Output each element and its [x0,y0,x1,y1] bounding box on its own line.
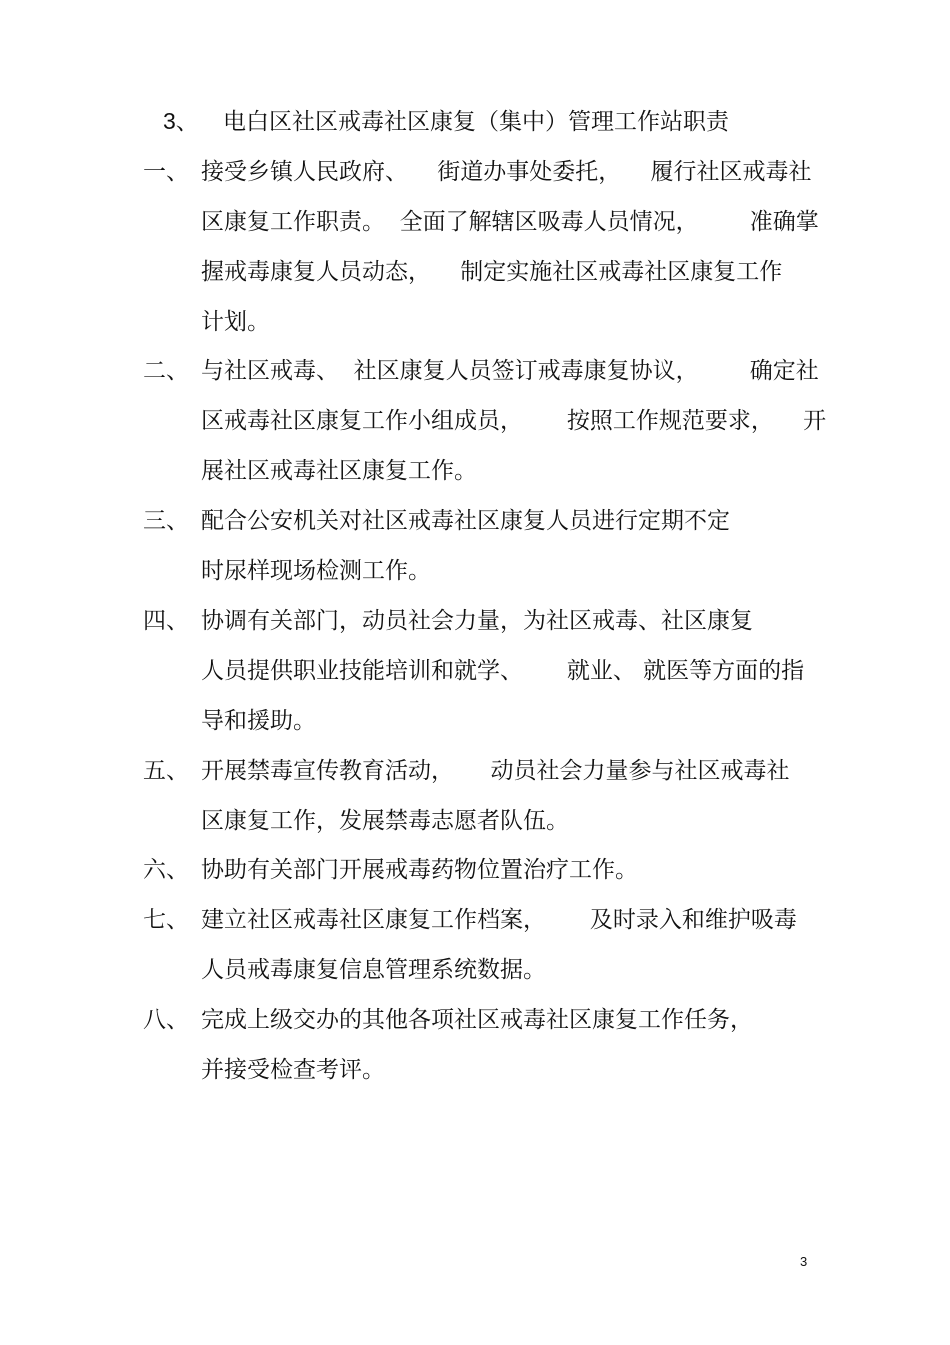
duty-item-marker: 四、 [143,608,189,634]
text-line: 握戒毒康复人员动态， 制定实施社区戒毒社区康复工作 [201,259,783,285]
text-line: 区康复工作，发展禁毒志愿者队伍。 [201,808,569,834]
text-line: 协助有关部门开展戒毒药物位置治疗工作。 [201,857,638,883]
duty-item-5 [143,746,790,846]
text-line: 开展禁毒宣传教育活动， 动员社会力量参与社区戒毒社 [201,758,790,784]
duty-item-text [201,496,730,596]
duty-item-1 [143,147,819,347]
duty-item-2 [143,346,826,496]
duty-item-marker: 六、 [143,857,189,883]
duty-item-text [201,995,753,1095]
section-title: 电白区社区戒毒社区康复（集中）管理工作站职责 [223,109,729,135]
duty-item-8 [143,995,753,1095]
text-line: 时尿样现场检测工作。 [201,558,431,584]
duty-item-6 [143,845,638,895]
duty-item-text [201,895,797,995]
duty-item-marker: 七、 [143,907,189,933]
duty-item-text [201,346,826,496]
duty-item-text [201,147,819,347]
section-number: 3、 [163,108,199,134]
text-line: 并接受检查考评。 [201,1057,385,1083]
page-number: 3 [800,1254,808,1269]
text-line: 配合公安机关对社区戒毒社区康复人员进行定期不定 [201,508,730,534]
duty-item-text [201,746,790,846]
text-line: 完成上级交办的其他各项社区戒毒社区康复工作任务， [201,1007,753,1033]
duty-item-4 [143,596,804,746]
duty-item-marker: 八、 [143,1007,189,1033]
text-line: 导和援助。 [201,708,316,734]
duty-item-3 [143,496,730,596]
text-line: 建立社区戒毒社区康复工作档案， 及时录入和维护吸毒 [201,907,797,933]
duty-item-marker: 一、 [143,159,189,185]
text-line: 人员戒毒康复信息管理系统数据。 [201,957,546,983]
text-line: 接受乡镇人民政府、 街道办事处委托， 履行社区戒毒社 [201,159,812,185]
text-line: 人员提供职业技能培训和就学、 就业、 就医等方面的指 [201,658,805,684]
text-line: 展社区戒毒社区康复工作。 [201,458,477,484]
text-line: 计划。 [201,309,270,335]
duty-item-text [201,596,804,746]
duty-item-7 [143,895,797,995]
text-line: 与社区戒毒、 社区康复人员签订戒毒康复协议， 确定社 [201,358,819,384]
section-heading [163,104,729,139]
duty-item-marker: 五、 [143,758,189,784]
duty-item-marker: 二、 [143,358,189,384]
text-line: 协调有关部门，动员社会力量，为社区戒毒、社区康复 [201,608,753,634]
duty-item-marker: 三、 [143,508,189,534]
duty-item-text [201,845,638,895]
text-line: 区戒毒社区康复工作小组成员， 按照工作规范要求， 开 [201,408,827,434]
text-line: 区康复工作职责。 全面了解辖区吸毒人员情况， 准确掌 [201,209,819,235]
